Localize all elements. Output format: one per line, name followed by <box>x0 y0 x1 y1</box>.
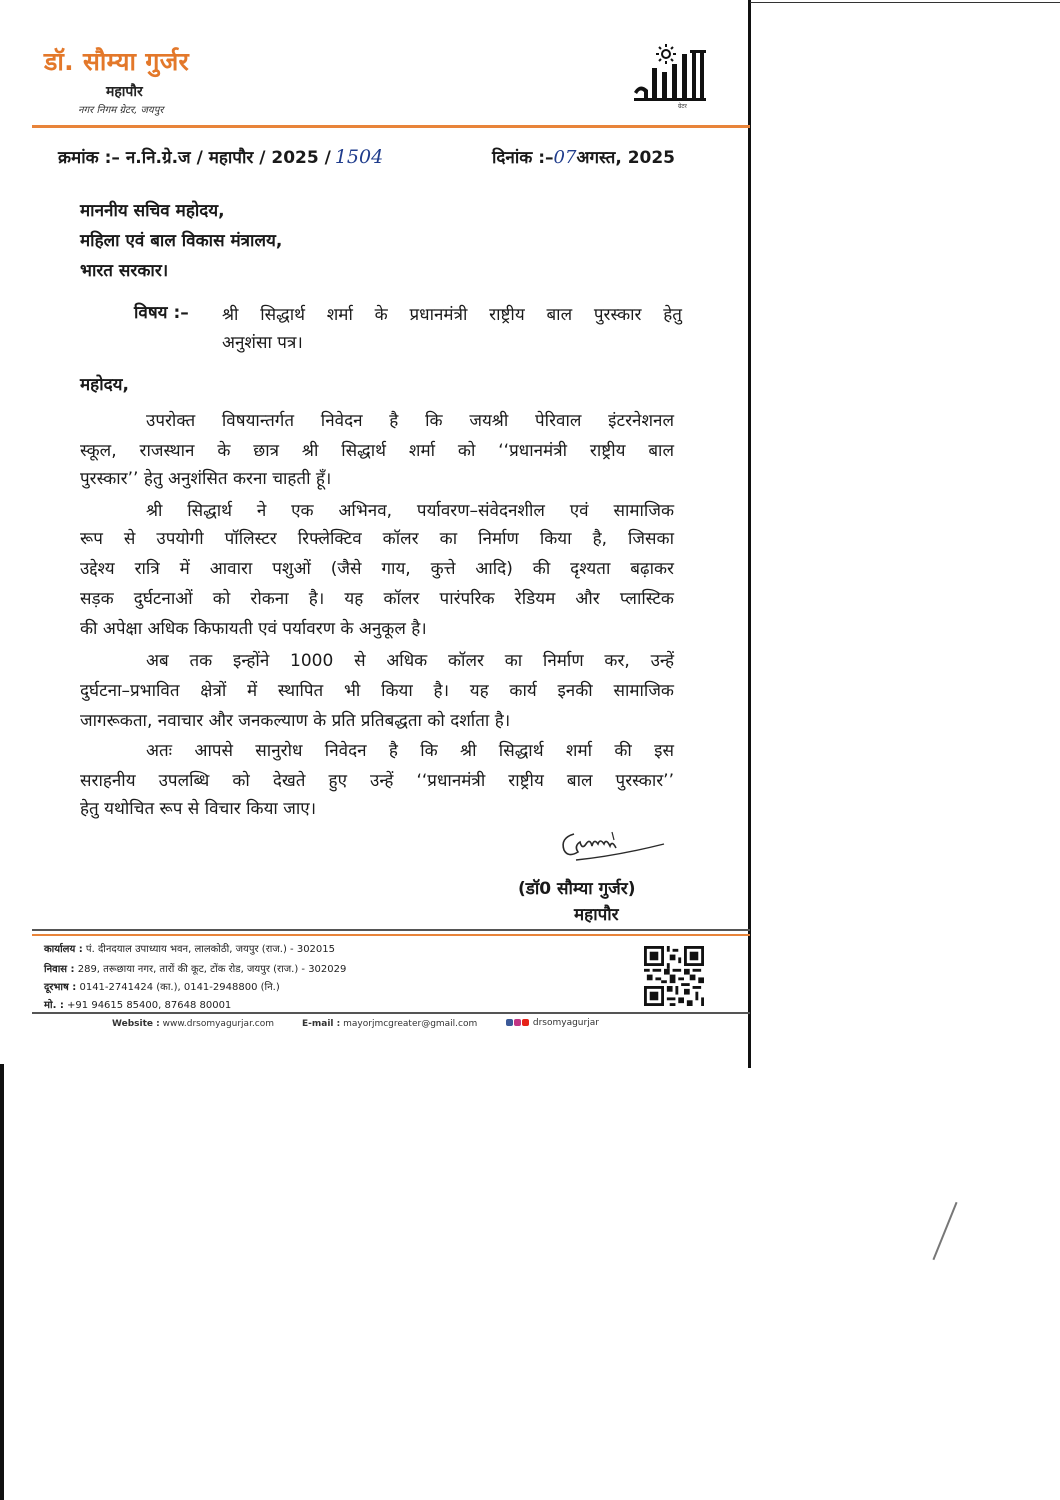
footer-office <box>44 941 335 955</box>
instagram-icon[interactable] <box>514 1019 521 1026</box>
footer-office-address: पं. दीनदयाल उपाध्याय भवन, लालकोठी, जयपुर (राज.) - 302015 <box>85 944 336 955</box>
facebook-icon[interactable] <box>506 1019 513 1026</box>
footer-phone-numbers: 0141-2741424 (का.), 0141-2948800 (नि.) <box>79 982 280 993</box>
body-line: पुरस्कार’’ हेतु अनुशंसित करना चाहती हूँ। <box>80 469 332 489</box>
footer-email <box>302 1019 477 1029</box>
footer-office-label: कार्यालय : <box>44 944 83 955</box>
addressee-line-3: भारत सरकार। <box>80 261 169 281</box>
body-line: अतः आपसे सानुरोध निवेदन है कि श्री सिद्धार्थ शर्मा की इस <box>146 741 674 761</box>
footer-residence-address: 289, तरूछाया नगर, तारों की कूट, टोंक रोड, जयपुर (राज.) - 302029 <box>77 964 347 975</box>
footer-mobile <box>44 997 231 1011</box>
footer-residence <box>44 961 346 975</box>
date-handwritten-day: 07 <box>553 147 577 168</box>
footer-phone-label: दूरभाष : <box>44 982 77 993</box>
footer-divider <box>32 929 750 931</box>
youtube-icon[interactable] <box>522 1019 529 1026</box>
addressee-line-1: माननीय सचिव महोदय, <box>80 201 225 221</box>
body-line: श्री सिद्धार्थ ने एक अभिनव, पर्यावरण–संवेदनशील एवं सामाजिक <box>146 501 674 521</box>
handwritten-signature-icon <box>556 826 666 866</box>
body-line: अब तक इन्होंने 1000 से अधिक कॉलर का निर्माण कर, उन्हें <box>146 651 674 671</box>
body-line: दुर्घटना–प्रभावित क्षेत्रों में स्थापित भी किया है। यह कार्य इनकी सामाजिक <box>80 681 674 701</box>
signatory-designation: महापौर <box>574 905 619 925</box>
scan-edge-right <box>748 0 751 1068</box>
footer-phone <box>44 979 280 993</box>
body-line: हेतु यथोचित रूप से विचार किया जाए। <box>80 799 317 819</box>
body-line: जागरूकता, नवाचार और जनकल्याण के प्रति प्रतिबद्धता को दर्शाता है। <box>80 711 511 731</box>
footer-social-handle: drsomyagurjar <box>532 1018 599 1028</box>
qr-code-icon <box>644 946 704 1006</box>
reference-number <box>58 145 383 168</box>
reference-label: क्रमांक :– न.नि.ग्रे.ज / महापौर / 2025 / <box>58 148 331 168</box>
scan-mark <box>932 1202 957 1260</box>
letterhead-organisation: नगर निगम ग्रेटर, जयपुर <box>78 105 164 116</box>
letterhead-name: डॉ. सौम्या गुर्जर <box>44 47 190 76</box>
footer-email-label: E-mail : <box>302 1019 341 1029</box>
footer-mobile-label: मो. : <box>44 1000 64 1011</box>
date-rest: अगस्त, 2025 <box>576 148 676 168</box>
footer-social <box>506 1018 599 1028</box>
footer-website <box>112 1019 274 1029</box>
subject-line-1: श्री सिद्धार्थ शर्मा के प्रधानमंत्री राष्ट्रीय बाल पुरस्कार हेतु <box>222 305 682 325</box>
letter-date <box>492 145 675 168</box>
body-line: स्कूल, राजस्थान के छात्र श्री सिद्धार्थ शर्मा को ‘‘प्रधानमंत्री राष्ट्रीय बाल <box>80 441 674 461</box>
addressee-line-2: महिला एवं बाल विकास मंत्रालय, <box>80 231 283 251</box>
footer-email-address[interactable]: mayorjmcgreater@gmail.com <box>343 1019 478 1029</box>
subject-line-2: अनुशंसा पत्र। <box>222 333 303 353</box>
body-line: उपरोक्त विषयान्तर्गत निवेदन है कि जयश्री पेरिवाल इंटरनेशनल <box>146 411 674 431</box>
footer-website-label: Website : <box>112 1019 160 1029</box>
body-line: रूप से उपयोगी पॉलिस्टर रिफ्लेक्टिव कॉलर का निर्माण किया है, जिसका <box>80 529 674 549</box>
footer-residence-label: निवास : <box>44 964 75 975</box>
footer-divider-orange <box>32 934 750 936</box>
scan-edge-top <box>750 2 1060 3</box>
body-line: उद्देश्य रात्रि में आवारा पशुओं (जैसे गाय, कुत्ते आदि) की दृश्यता बढ़ाकर <box>80 559 674 579</box>
body-line: सड़क दुर्घटनाओं को रोकना है। यह कॉलर पारंपरिक रेडियम और प्लास्टिक <box>80 589 674 609</box>
letterhead-designation: महापौर <box>106 84 143 100</box>
subject-label: विषय :– <box>134 303 189 323</box>
body-line: सराहनीय उपलब्धि को देखते हुए उन्हें ‘‘प्रधानमंत्री राष्ट्रीय बाल पुरस्कार’’ <box>80 771 674 791</box>
body-line: की अपेक्षा अधिक किफायती एवं पर्यावरण के अनुकूल है। <box>80 619 427 639</box>
signatory-name: (डॉ0 सौम्या गुर्जर) <box>518 879 636 899</box>
header-divider <box>32 125 750 128</box>
footer-bottom-divider <box>32 1012 750 1014</box>
scan-edge-left <box>0 1064 4 1500</box>
footer-mobile-numbers: +91 94615 85400, 87648 80001 <box>67 1000 232 1011</box>
municipal-logo-icon <box>630 42 712 110</box>
date-label: दिनांक :– <box>492 148 554 168</box>
logo-caption: ग्रेटर <box>678 103 687 110</box>
footer-website-url[interactable]: www.drsomyagurjar.com <box>162 1019 275 1029</box>
salutation: महोदय, <box>80 375 129 395</box>
reference-handwritten-number: 1504 <box>334 146 384 168</box>
